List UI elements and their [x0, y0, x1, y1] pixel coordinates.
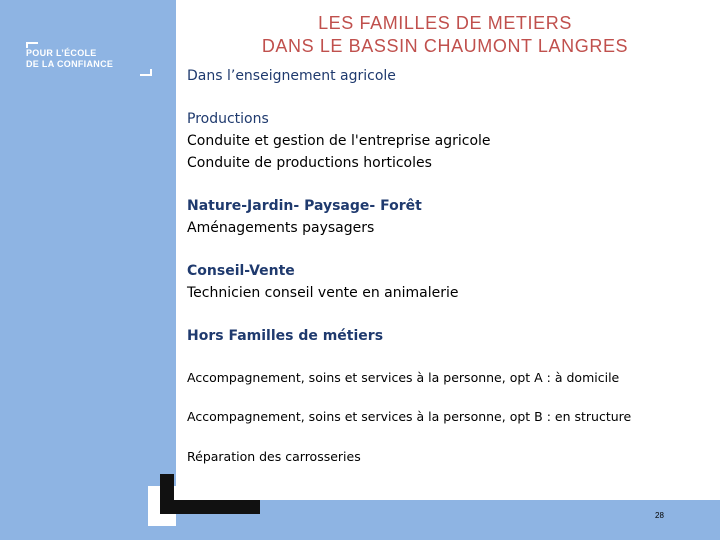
list-item: Accompagnement, soins et services à la personne, opt B : en structure [187, 409, 632, 424]
section-heading-productions: Productions [187, 111, 269, 127]
page-number: 28 [655, 511, 664, 520]
corner-frame-horizontal [160, 500, 260, 514]
list-item: Aménagements paysagers [187, 220, 375, 236]
left-decorative-band [0, 0, 176, 540]
section-heading-nature: Nature-Jardin- Paysage- Forêt [187, 198, 422, 214]
section-heading-conseil: Conseil-Vente [187, 263, 295, 279]
list-item: Accompagnement, soins et services à la personne, opt A : à domicile [187, 370, 620, 385]
list-item: Réparation des carrosseries [187, 449, 361, 464]
title-line-1: LES FAMILLES DE METIERS [318, 13, 572, 33]
logo-bracket-top-vertical [26, 42, 28, 48]
logo-line-2: DE LA CONFIANCE [26, 59, 114, 69]
logo-bracket-bottom-vertical [150, 69, 152, 76]
page-title [200, 12, 690, 58]
list-item: Conduite et gestion de l'entreprise agricole [187, 133, 491, 149]
title-line-2: DANS LE BASSIN CHAUMONT LANGRES [261, 36, 629, 56]
list-item: Technicien conseil vente en animalerie [187, 285, 459, 301]
list-item: Conduite de productions horticoles [187, 155, 432, 171]
section-heading-hors: Hors Familles de métiers [187, 328, 384, 344]
logo-line-1: POUR L’ÉCOLE [26, 48, 97, 58]
subtitle: Dans l’enseignement agricole [187, 68, 396, 84]
logo [26, 48, 113, 70]
